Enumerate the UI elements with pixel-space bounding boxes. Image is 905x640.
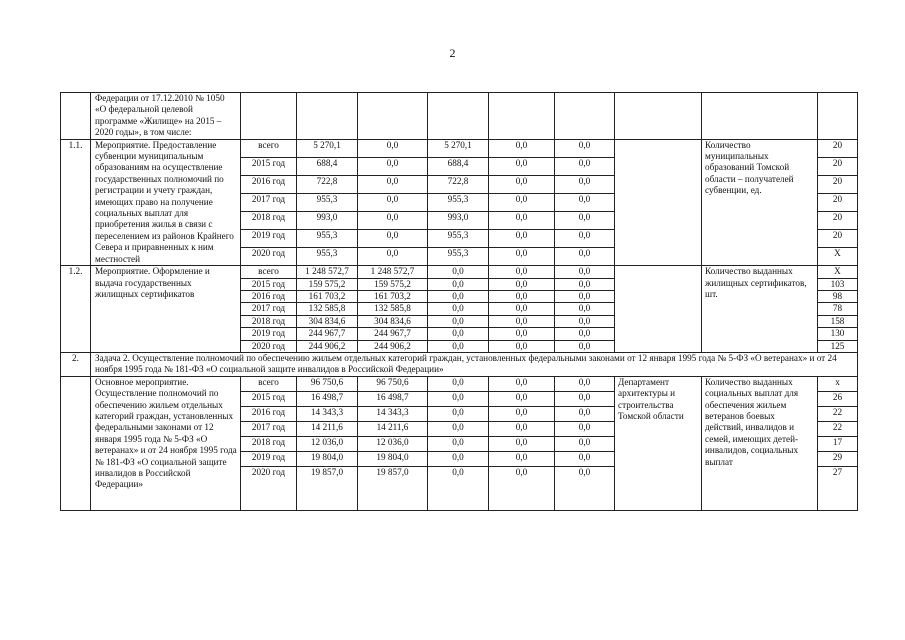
year-cell: 2020 год — [241, 466, 297, 510]
year-cell: 2019 год — [241, 328, 297, 340]
indicator-value-cell: 20 — [818, 229, 858, 247]
page-number: 2 — [449, 46, 456, 60]
year-cell: 2015 год — [241, 157, 297, 175]
federal-cell: 12 036,0 — [358, 436, 428, 451]
year-cell: всего — [241, 376, 297, 391]
local-cell: 0,0 — [489, 290, 555, 302]
local-cell: 0,0 — [489, 315, 555, 327]
total-cell: 688,4 — [297, 157, 358, 175]
year-cell: 2020 год — [241, 248, 297, 266]
intro-num-cell — [61, 93, 91, 140]
total-cell: 14 343,3 — [297, 406, 358, 421]
regional-cell: 0,0 — [428, 421, 489, 436]
regional-cell: 0,0 — [428, 278, 489, 290]
other-cell: 0,0 — [555, 376, 615, 391]
local-cell: 0,0 — [489, 391, 555, 406]
local-cell: 0,0 — [489, 328, 555, 340]
local-cell: 0,0 — [489, 193, 555, 211]
other-cell: 0,0 — [555, 328, 615, 340]
federal-cell: 0,0 — [358, 139, 428, 157]
regional-cell: 722,8 — [428, 175, 489, 193]
indicator-value-cell: 20 — [818, 139, 858, 157]
empty-cell — [555, 93, 615, 140]
federal-cell: 14 343,3 — [358, 406, 428, 421]
federal-cell: 0,0 — [358, 229, 428, 247]
other-cell: 0,0 — [555, 421, 615, 436]
local-cell: 0,0 — [489, 175, 555, 193]
table-row — [61, 139, 858, 157]
local-cell: 0,0 — [489, 139, 555, 157]
regional-cell: 0,0 — [428, 436, 489, 451]
local-cell: 0,0 — [489, 406, 555, 421]
indicator-value-cell: Х — [818, 248, 858, 266]
regional-cell: 0,0 — [428, 328, 489, 340]
indicator-cell: Количество выданных социальных выплат для обеспечения жильем ветеранов боевых действий, инвалидов и семей, имеющих детей-инвалидов, социальных выплат — [702, 376, 818, 510]
item-name: Мероприятие. Оформление и выдача государственных жилищных сертификатов — [91, 266, 241, 353]
year-cell: 2018 год — [241, 315, 297, 327]
federal-cell: 161 703,2 — [358, 290, 428, 302]
empty-cell — [702, 93, 818, 140]
indicator-value-cell: 22 — [818, 406, 858, 421]
item-name: Мероприятие. Предоставление субвенции муниципальным образованиям на осуществление государственных полномочий по регистрации и учету граждан, имеющих право на получение социальных выплат для приобретения жилья в связи с переселением из районов Крайнего Севера и приравненных к ним местностей — [91, 139, 241, 265]
local-cell: 0,0 — [489, 376, 555, 391]
local-cell: 0,0 — [489, 421, 555, 436]
other-cell: 0,0 — [555, 229, 615, 247]
regional-cell: 0,0 — [428, 315, 489, 327]
year-cell: 2016 год — [241, 290, 297, 302]
regional-cell: 0,0 — [428, 406, 489, 421]
other-cell: 0,0 — [555, 290, 615, 302]
other-cell: 0,0 — [555, 315, 615, 327]
total-cell: 159 575,2 — [297, 278, 358, 290]
empty-cell — [818, 93, 858, 140]
table-body — [61, 93, 858, 511]
empty-cell — [297, 93, 358, 140]
local-cell: 0,0 — [489, 466, 555, 510]
indicator-value-cell: 20 — [818, 193, 858, 211]
indicator-value-cell: 20 — [818, 211, 858, 229]
other-cell: 0,0 — [555, 303, 615, 315]
year-cell: 2020 год — [241, 340, 297, 352]
other-cell: 0,0 — [555, 139, 615, 157]
federal-cell: 14 211,6 — [358, 421, 428, 436]
local-cell: 0,0 — [489, 303, 555, 315]
item-number — [61, 376, 91, 510]
total-cell: 16 498,7 — [297, 391, 358, 406]
indicator-value-cell: Х — [818, 266, 858, 278]
total-cell: 14 211,6 — [297, 421, 358, 436]
program-table — [60, 92, 858, 511]
local-cell: 0,0 — [489, 157, 555, 175]
total-cell: 132 585,8 — [297, 303, 358, 315]
empty-cell — [428, 93, 489, 140]
year-cell: 2015 год — [241, 391, 297, 406]
total-cell: 304 834,6 — [297, 315, 358, 327]
federal-cell: 132 585,8 — [358, 303, 428, 315]
other-cell: 0,0 — [555, 451, 615, 466]
other-cell: 0,0 — [555, 278, 615, 290]
empty-cell — [489, 93, 555, 140]
other-cell: 0,0 — [555, 175, 615, 193]
total-cell: 12 036,0 — [297, 436, 358, 451]
other-cell: 0,0 — [555, 193, 615, 211]
total-cell: 955,3 — [297, 248, 358, 266]
executor-cell — [615, 266, 702, 353]
regional-cell: 993,0 — [428, 211, 489, 229]
other-cell: 0,0 — [555, 211, 615, 229]
task-number: 2. — [61, 352, 91, 376]
federal-cell: 0,0 — [358, 175, 428, 193]
year-cell: 2015 год — [241, 278, 297, 290]
indicator-value-cell: 20 — [818, 175, 858, 193]
year-cell: 2019 год — [241, 229, 297, 247]
indicator-value-cell: 26 — [818, 391, 858, 406]
indicator-cell: Количество муниципальных образований Томской области – получателей субвенции, ед. — [702, 139, 818, 265]
total-cell: 1 248 572,7 — [297, 266, 358, 278]
total-cell: 5 270,1 — [297, 139, 358, 157]
indicator-value-cell: 158 — [818, 315, 858, 327]
empty-cell — [358, 93, 428, 140]
total-cell: 955,3 — [297, 193, 358, 211]
federal-cell: 19 804,0 — [358, 451, 428, 466]
indicator-value-cell: 20 — [818, 157, 858, 175]
federal-cell: 244 967,7 — [358, 328, 428, 340]
total-cell: 19 804,0 — [297, 451, 358, 466]
other-cell: 0,0 — [555, 436, 615, 451]
item-name: Основное мероприятие. Осуществление полномочий по обеспечению жильем отдельных категорий граждан, установленных федеральными законами от 12 января 1995 года № 5-ФЗ «О ветеранах» и от 24 ноября 1995 года № 181-ФЗ «О социальной защите инвалидов в Российской Федерации» — [91, 376, 241, 510]
year-cell: 2016 год — [241, 406, 297, 421]
year-cell: всего — [241, 266, 297, 278]
indicator-value-cell: 22 — [818, 421, 858, 436]
year-cell: 2018 год — [241, 436, 297, 451]
item-number: 1.2. — [61, 266, 91, 353]
year-cell: 2018 год — [241, 211, 297, 229]
total-cell: 722,8 — [297, 175, 358, 193]
other-cell: 0,0 — [555, 248, 615, 266]
year-cell: 2017 год — [241, 193, 297, 211]
federal-cell: 96 750,6 — [358, 376, 428, 391]
total-cell: 161 703,2 — [297, 290, 358, 302]
task-text: Задача 2. Осуществление полномочий по обеспечению жильем отдельных категорий граждан, установленных федеральными законами от 12 января 1995 года № 5-ФЗ «О ветеранах» и от 24 ноября 1995 года № 181-ФЗ «О социальной защите инвалидов в Российской Федерации» — [91, 352, 858, 376]
federal-cell: 0,0 — [358, 157, 428, 175]
federal-cell: 0,0 — [358, 248, 428, 266]
indicator-value-cell: 130 — [818, 328, 858, 340]
regional-cell: 5 270,1 — [428, 139, 489, 157]
total-cell: 244 906,2 — [297, 340, 358, 352]
regional-cell: 0,0 — [428, 376, 489, 391]
task-row — [61, 352, 858, 376]
year-cell: 2017 год — [241, 303, 297, 315]
other-cell: 0,0 — [555, 266, 615, 278]
empty-cell — [615, 93, 702, 140]
indicator-value-cell: 98 — [818, 290, 858, 302]
regional-cell: 0,0 — [428, 451, 489, 466]
indicator-value-cell: 103 — [818, 278, 858, 290]
federal-cell: 0,0 — [358, 211, 428, 229]
other-cell: 0,0 — [555, 406, 615, 421]
federal-cell: 0,0 — [358, 193, 428, 211]
regional-cell: 955,3 — [428, 193, 489, 211]
indicator-value-cell: 78 — [818, 303, 858, 315]
total-cell: 244 967,7 — [297, 328, 358, 340]
local-cell: 0,0 — [489, 248, 555, 266]
total-cell: 955,3 — [297, 229, 358, 247]
federal-cell: 16 498,7 — [358, 391, 428, 406]
intro-name-cell: Федерации от 17.12.2010 № 1050 «О федеральной целевой программе «Жилище» на 2015 – 2020 годы», в том числе: — [91, 93, 241, 140]
year-cell: 2016 год — [241, 175, 297, 193]
regional-cell: 0,0 — [428, 266, 489, 278]
indicator-value-cell: 29 — [818, 451, 858, 466]
regional-cell: 955,3 — [428, 248, 489, 266]
executor-cell: Департамент архитектуры и строительства Томской области — [615, 376, 702, 510]
federal-cell: 244 906,2 — [358, 340, 428, 352]
year-cell: всего — [241, 139, 297, 157]
item-number: 1.1. — [61, 139, 91, 265]
total-cell: 19 857,0 — [297, 466, 358, 510]
total-cell: 993,0 — [297, 211, 358, 229]
federal-cell: 159 575,2 — [358, 278, 428, 290]
federal-cell: 1 248 572,7 — [358, 266, 428, 278]
federal-cell: 19 857,0 — [358, 466, 428, 510]
local-cell: 0,0 — [489, 266, 555, 278]
local-cell: 0,0 — [489, 278, 555, 290]
executor-cell — [615, 139, 702, 265]
regional-cell: 688,4 — [428, 157, 489, 175]
other-cell: 0,0 — [555, 466, 615, 510]
indicator-value-cell: 125 — [818, 340, 858, 352]
local-cell: 0,0 — [489, 340, 555, 352]
regional-cell: 955,3 — [428, 229, 489, 247]
indicator-value-cell: х — [818, 376, 858, 391]
total-cell: 96 750,6 — [297, 376, 358, 391]
intro-row — [61, 93, 858, 140]
indicator-value-cell: 27 — [818, 466, 858, 510]
local-cell: 0,0 — [489, 451, 555, 466]
year-cell: 2017 год — [241, 421, 297, 436]
table-row — [61, 266, 858, 278]
regional-cell: 0,0 — [428, 303, 489, 315]
local-cell: 0,0 — [489, 211, 555, 229]
federal-cell: 304 834,6 — [358, 315, 428, 327]
regional-cell: 0,0 — [428, 290, 489, 302]
regional-cell: 0,0 — [428, 391, 489, 406]
year-cell: 2019 год — [241, 451, 297, 466]
indicator-value-cell: 17 — [818, 436, 858, 451]
table-row — [61, 376, 858, 391]
other-cell: 0,0 — [555, 157, 615, 175]
other-cell: 0,0 — [555, 340, 615, 352]
regional-cell: 0,0 — [428, 340, 489, 352]
indicator-cell: Количество выданных жилищных сертификатов, шт. — [702, 266, 818, 353]
empty-cell — [241, 93, 297, 140]
regional-cell: 0,0 — [428, 466, 489, 510]
local-cell: 0,0 — [489, 436, 555, 451]
other-cell: 0,0 — [555, 391, 615, 406]
local-cell: 0,0 — [489, 229, 555, 247]
